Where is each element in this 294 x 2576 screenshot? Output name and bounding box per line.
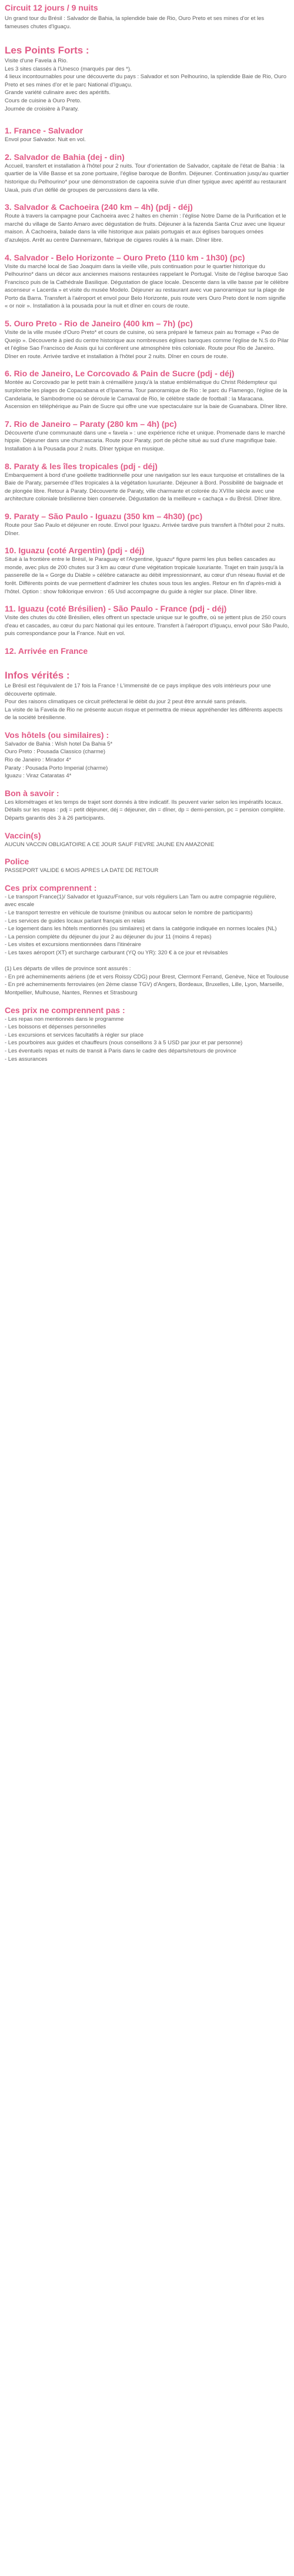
vaccines-title: Vaccin(s)	[5, 830, 41, 840]
day-title: 11. Iguazu (coté Brésilien) - São Paulo - France (pdj - déj)	[5, 604, 227, 614]
price-excludes-title: Ces prix ne comprennent pas :	[5, 1005, 125, 1015]
practical-info-section	[5, 669, 289, 722]
practical-info-title: Infos vérités :	[5, 669, 70, 681]
day-title: 1. France - Salvador	[5, 126, 83, 136]
day-text: Visite de la ville musée d'Ouro Preto* et cours de cuisine, où sera préparé le fameux pain au fromage « Pao de Queijo ». Découverte à pied du centre historique aux nombreuses églises baroques comme l'église de N.S do Pilar et l'église Sao Francisco de Assis qui lui confèrent une atmosphère très coloniale. Route pour Rio de Janeiro. Dîner en route. Arrivée tardive et installation à l'hôtel pour 2 nuits. Dîner en cours de route.	[5, 329, 289, 360]
day-3	[5, 202, 289, 244]
trip-title: Circuit 12 jours / 9 nuits	[5, 3, 98, 12]
day-title: 10. Iguazu (coté Argentin) (pdj - déj)	[5, 546, 145, 556]
day-12	[5, 646, 289, 656]
price-includes-text: - Le transport France(1)/ Salvador et Iguazu/France, sur vols réguliers Lan Tam ou autre compagnie régulière, avec escale - Le transport terrestre en véhicule de tourisme (minibus ou autocar selon le nombre de participants) - Les services de guides locaux parlant français en relais - Le logement dans les hôtels mentionnés (ou similaires) et dans la catégorie indiquée en normes locales (NL) - La pension complète du déjeuner du jour 2 au déjeuner du jour 11 (moins 4 repas) - Les visites et excursions mentionnées dans l'itinéraire - Les taxes aéroport (XT) et surcharge carburant (YQ ou YR): 320 € à ce jour et révisables (1) Les départs de villes de province sont assurés : - En pré acheminements aériens (de et vers Roissy CDG) pour Brest, Clermont Ferrand, Genève, Nice et Toulouse - En pré acheminements ferroviaires (en 2ème classe TGV) d'Angers, Bordeaux, Bruxelles, Lille, Lyon, Marseille, Montpellier, Mulhouse, Nantes, Rennes et Strasbourg	[5, 893, 289, 996]
police-section	[5, 857, 289, 875]
practical-info-text: Le Brésil est l'équivalent de 17 fois la France ! L'immensité de ce pays implique des vols intérieurs pour une découverte optimale. Pour des raisons climatiques ce circuit préfecteral le débit du jour 2 peut être annulé sans préavis. La visite de la Favela de Rio ne présente aucun risque et permettra de mieux appréhender les différents aspects de la société brésilienne.	[5, 682, 283, 721]
day-title: 7. Rio de Janeiro – Paraty (280 km – 4h) (pc)	[5, 419, 177, 429]
day-title: 3. Salvador & Cachoeira (240 km – 4h) (pdj - déj)	[5, 202, 193, 212]
day-text: Route pour Sao Paulo et déjeuner en route. Envol pour Iguazu. Arrivée tardive puis transfert à l'hôtel pour 2 nuits. Dîner.	[5, 522, 285, 537]
day-text: Visite des chutes du côté Brésilien, elles offrent un spectacle unique sur le gouffre, où se jettent plus de 250 cours d'eau et cascades, au cœur du parc National qui les entoure. Transfert à l'aéroport d'Iguaçu, envol pour São Paulo, puis correspondance pour la France. Nuit en vol.	[5, 614, 289, 637]
day-5	[5, 319, 289, 360]
police-text: PASSEPORT VALIDE 6 MOIS APRES LA DATE DE RETOUR	[5, 867, 159, 874]
day-title: 8. Paraty & les îles tropicales (pdj - déj)	[5, 461, 158, 471]
day-11	[5, 604, 289, 638]
hotels-section	[5, 730, 289, 780]
day-title: 4. Salvador - Belo Horizonte – Ouro Preto (110 km - 1h30) (pc)	[5, 252, 245, 262]
highlights-section	[5, 44, 289, 113]
trip-summary: Un grand tour du Brésil : Salvador de Bahia, la splendide baie de Rio, Ouro Preto et ses mines d'or et les fameuses chutes d'Iguaçu.	[5, 15, 265, 30]
day-10	[5, 546, 289, 596]
good-to-know-title: Bon à savoir :	[5, 788, 59, 798]
police-title: Police	[5, 857, 29, 867]
day-4	[5, 253, 289, 311]
day-9	[5, 512, 289, 537]
highlights-title: Les Points Forts :	[5, 45, 89, 56]
price-excludes-text: - Les repas non mentionnés dans le programme - Les boissons et dépenses personnelles - Les excursions et services facultatifs à régler sur place - Les pourboires aux guides et chauffeurs (nous conseillons 3 à 5 USD par jour et par personne) - Les éventuels repas et nuits de transit à Paris dans le cadre des départs/retours de province - Les assurances	[5, 1015, 243, 1063]
hotels-title: Vos hôtels (ou similaires) :	[5, 730, 109, 740]
day-title: 6. Rio de Janeiro, Le Corcovado & Pain de Sucre (pdj - déj)	[5, 369, 235, 379]
day-text: Visite du marché local de Sao Joaquim dans la vieille ville, puis continuation pour le quartier historique du Pelhourino* dans un décor aux anciennes maisons restaurées rappelant le Portugal. Visite de l'église baroque Sao Francisco puis de la Cathédrale Basilique. Dégustation de glace locale. Descente dans la ville basse par le célèbre ascenseur « Lacerda » et visite du musée Modelo. Déjeuner au restaurant avec vue panoramique sur la plage de Porto da Barra. Transfert à l'aéroport et envol pour Belo Horizonte, puis route vers Ouro Preto dont le nom signifie « or noir ». Installation à la pousada pour la nuit et dîner en cours de route.	[5, 263, 289, 310]
day-title: 12. Arrivée en France	[5, 646, 88, 656]
vaccines-section	[5, 831, 289, 849]
vaccines-text: AUCUN VACCIN OBLIGATOIRE A CE JOUR SAUF FIEVRE JAUNE EN AMAZONIE	[5, 841, 215, 848]
good-to-know-section	[5, 788, 289, 823]
hotels-list: Salvador de Bahia : Wish hotel Da Bahia 5* Ouro Preto : Pousada Classico (charme) Rio de Janeiro : Mirador 4* Paraty : Pousada Porto Imperial (charme) Iguazu : Viraz Cataratas 4*	[5, 740, 113, 780]
good-to-know-text: Les kilométrages et les temps de trajet sont donnés à titre indicatif. Ils peuvent varier selon les impératifs locaux. Détails sur les repas : pdj = petit déjeuner, déj = déjeuner, din = dîner, dp = demi-pension, pc = pension complète. Départs garantis dès 3 à 26 participants.	[5, 798, 285, 822]
day-text: Embarquement à bord d'une goélette traditionnelle pour une navigation sur les eaux turquoise et cristallines de la Baie de Paraty, parsemée d'îles tropicales à la végétation luxuriante. Déjeuner à Bord. Possibilité de baignade et de plongée libre. Retour à Paraty. Découverte de Paraty, ville charmante et colorée du XVIIIe siècle avec une architecture coloniale brésilienne bien conservée. Dégustation de la meilleure « cachaça » du Brésil. Dîner libre.	[5, 472, 285, 503]
day-2	[5, 152, 289, 194]
day-text: Accueil, transfert et installation à l'hôtel pour 2 nuits. Tour d'orientation de Salvador, capitale de l'état de Bahia : la quartier de la Ville Basse et sa zone portuaire, l'église baroque de Bonfim. Déjeuner. Continuation jusqu'au quartier historique du Pelhourino* pour une démonstration de capoeira suivie d'un dîner typique avec apéritif au restaurant Uauá, puis d'un défilé de groupes de percussions dans la ville.	[5, 162, 289, 193]
day-title: 2. Salvador de Bahia (dej - din)	[5, 152, 125, 162]
intro-section	[5, 3, 289, 31]
day-text: Route à travers la campagne pour Cachoeira avec 2 haltes en chemin : l'église Notre Dame de la Purification et le marché du village de Santo Amaro avec dégustation de fruits. Déjeuner à la fazenda Santa Cruz avec une liqueur maison. À Cachoeira, balade dans la ville historique aux palais portugais et aux églises baroques ornées d'azulejos. Arrêt au centre Dannemann, fabrique de cigares roulés à la main. Dîner libre.	[5, 213, 286, 243]
highlights-text: Visite d'une Favela à Rio. Les 3 sites classés à l'Unesco (marqués par des *). 4 lieux incontournables pour une découverte du pays : Salvador et son Pelhourino, la splendide Baie de Rio, Ouro Preto et ses mines d'or et le parc National d'Iguaçu. Grande variété culinaire avec des apéritifs. Cours de cuisine à Ouro Preto. Journée de croisière à Paraty.	[5, 58, 287, 112]
day-1	[5, 126, 289, 144]
day-text: Envol pour Salvador. Nuit en vol.	[5, 136, 86, 143]
day-title: 9. Paraty – São Paulo - Iguazu (350 km – 4h30) (pc)	[5, 511, 203, 521]
price-includes-title: Ces prix comprennent :	[5, 883, 97, 893]
price-includes-section	[5, 883, 289, 997]
day-text: Situé à la frontière entre le Brésil, le Paraguay et l'Argentine, Iguazu* figure parmi les plus belles cascades au monde, avec plus de 200 chutes sur 3 km au cœur d'une végétation tropicale luxuriante. Trajet en train jusqu'à la passerelle de la « Gorge du Diable » célèbre cataracte au débit impressionnant, au cœur d'un réseau fluvial et de forêt. Différents points de vue permettent d'admirer les chutes sous tous les angles. Retour en fin d'après-midi à l'hôtel. Option : show folklorique environ : 65 Usd accompagne du guide à régler sur place. Dîner libre.	[5, 556, 285, 595]
day-title: 5. Ouro Preto - Rio de Janeiro (400 km – 7h) (pc)	[5, 319, 193, 329]
price-excludes-section	[5, 1005, 289, 1064]
document	[0, 3, 294, 1071]
day-text: Découverte d'une communauté dans une « favela » : une expérience riche et unique. Promenade dans le marché hippie. Déjeuner dans une churrascaria. Route pour Paraty, port de pêche situé au sud d'une magnifique baie. Installation à la Pousada pour 2 nuits. Dîner typique en musique.	[5, 429, 286, 452]
day-text: Montée au Corcovado par le petit train à crémaillère jusqu'à la statue emblématique du Christ Rédempteur qui surplombe les plages de Copacabana et d'Ipanema. Tour panoramique de Rio : le parc du Flamengo, l'église de la Candelaria, le Sambodrome où se déroule le Carnaval de Rio, le célèbre stade de football : la Maracana. Ascension en téléphérique au Pain de Sucre qui offre une vue spectaculaire sur la baie de Guanabara. Dîner libre.	[5, 379, 288, 410]
day-7	[5, 419, 289, 453]
day-6	[5, 369, 289, 410]
day-8	[5, 462, 289, 503]
